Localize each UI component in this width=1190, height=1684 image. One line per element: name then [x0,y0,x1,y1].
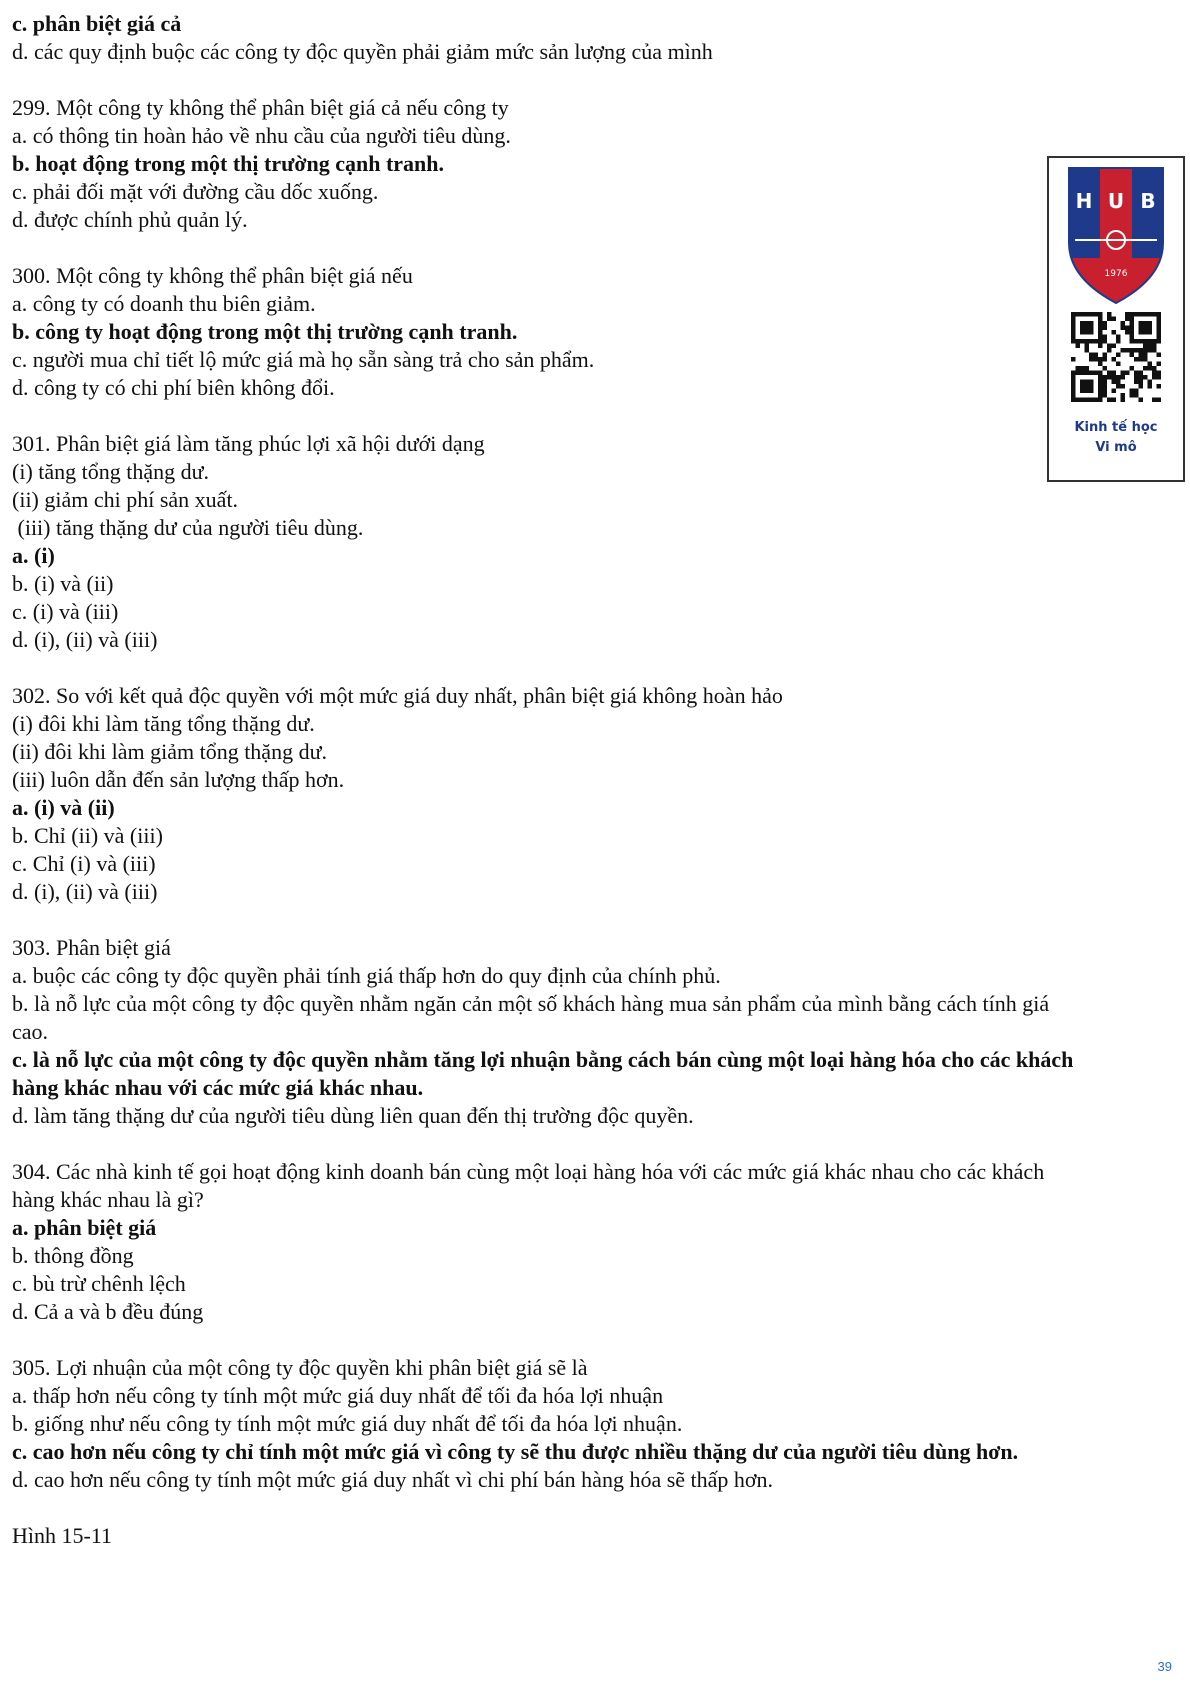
text-line: a. (i) [12,543,55,568]
text-line: 302. So với kết quả độc quyền với một mức giá duy nhất, phân biệt giá không hoàn hảo [12,683,783,708]
logo-letter-u: U [1107,189,1125,213]
logo-letter-b: B [1140,189,1156,213]
document-body [12,10,1182,1550]
blank-line [12,906,1182,934]
text-line: (ii) giảm chi phí sản xuất. [12,487,239,512]
blank-line [12,66,1182,94]
blank-line [12,654,1182,682]
text-line: b. thông đồng [12,1243,134,1268]
text-line: c. phân biệt giá cả [12,11,182,36]
text-line: c. người mua chỉ tiết lộ mức giá mà họ sẵn sàng trả cho sản phẩm. [12,347,595,372]
text-line: c. (i) và (iii) [12,599,119,624]
text-line: 303. Phân biệt giá [12,935,171,960]
text-line: d. công ty có chi phí biên không đổi. [12,375,335,400]
blank-line [12,234,1182,262]
text-line: 304. Các nhà kinh tế gọi hoạt động kinh doanh bán cùng một loại hàng hóa với các mức giá khác nhau cho các khách [12,1159,1045,1184]
logo-letter-h: H [1075,189,1093,213]
text-line: d. Cả a và b đều đúng [12,1299,204,1324]
badge-title: Kinh tế học [1074,420,1158,435]
text-line: b. giống như nếu công ty tính một mức giá duy nhất để tối đa hóa lợi nhuận. [12,1411,683,1436]
hub-logo [1049,158,1183,308]
badge-subtitle: Vi mô [1095,440,1137,455]
text-line: hàng khác nhau với các mức giá khác nhau. [12,1075,424,1100]
text-line: d. (i), (ii) và (iii) [12,879,158,904]
text-line: b. hoạt động trong một thị trường cạnh tranh. [12,151,445,176]
blank-line [12,402,1182,430]
text-line: hàng khác nhau là gì? [12,1187,204,1212]
text-line: (i) tăng tổng thặng dư. [12,459,210,484]
text-line: b. (i) và (ii) [12,571,114,596]
text-line: a. thấp hơn nếu công ty tính một mức giá duy nhất để tối đa hóa lợi nhuận [12,1383,664,1408]
text-line: 299. Một công ty không thể phân biệt giá cả nếu công ty [12,95,509,120]
blank-line [12,1326,1182,1354]
qr-code [1049,308,1183,408]
text-line: c. bù trừ chênh lệch [12,1271,186,1296]
text-line: b. là nỗ lực của một công ty độc quyền nhằm ngăn cản một số khách hàng mua sản phẩm của mình bằng cách tính giá [12,991,1050,1016]
text-line: a. buộc các công ty độc quyền phải tính giá thấp hơn do quy định của chính phủ. [12,963,721,988]
text-line: cao. [12,1019,49,1044]
text-line: c. phải đối mặt với đường cầu dốc xuống. [12,179,379,204]
course-badge [1047,156,1185,482]
text-line: d. làm tăng thặng dư của người tiêu dùng liên quan đến thị trường độc quyền. [12,1103,694,1128]
text-line: a. có thông tin hoàn hảo về nhu cầu của người tiêu dùng. [12,123,511,148]
blank-line [12,1130,1182,1158]
text-line: (i) đôi khi làm tăng tổng thặng dư. [12,711,315,736]
text-line: d. các quy định buộc các công ty độc quyền phải giảm mức sản lượng của mình [12,39,713,64]
text-line: d. (i), (ii) và (iii) [12,627,158,652]
text-line: d. cao hơn nếu công ty tính một mức giá duy nhất vì chi phí bán hàng hóa sẽ thấp hơn. [12,1467,774,1492]
text-line: d. được chính phủ quản lý. [12,207,248,232]
text-line: c. Chỉ (i) và (iii) [12,851,156,876]
text-line: Hình 15-11 [12,1523,113,1548]
logo-year: 1976 [1104,269,1128,279]
text-line: 300. Một công ty không thể phân biệt giá nếu [12,263,413,288]
text-line: 305. Lợi nhuận của một công ty độc quyền khi phân biệt giá sẽ là [12,1355,588,1380]
text-line: b. công ty hoạt động trong một thị trường cạnh tranh. [12,319,518,344]
text-line: a. công ty có doanh thu biên giảm. [12,291,316,316]
text-line: (ii) đôi khi làm giảm tổng thặng dư. [12,739,327,764]
text-line: (iii) luôn dẫn đến sản lượng thấp hơn. [12,767,345,792]
text-line: b. Chỉ (ii) và (iii) [12,823,163,848]
page-number: 39 [1157,1659,1172,1674]
text-line: a. (i) và (ii) [12,795,115,820]
text-line: (iii) tăng thặng dư của người tiêu dùng. [12,515,364,540]
blank-line [12,1494,1182,1522]
text-line: 301. Phân biệt giá làm tăng phúc lợi xã hội dưới dạng [12,431,485,456]
text-line: a. phân biệt giá [12,1215,157,1240]
text-line: c. là nỗ lực của một công ty độc quyền nhằm tăng lợi nhuận bằng cách bán cùng một loại hàng hóa cho các khách [12,1047,1074,1072]
text-line: c. cao hơn nếu công ty chỉ tính một mức giá vì công ty sẽ thu được nhiều thặng dư của người tiêu dùng hơn. [12,1439,1019,1464]
